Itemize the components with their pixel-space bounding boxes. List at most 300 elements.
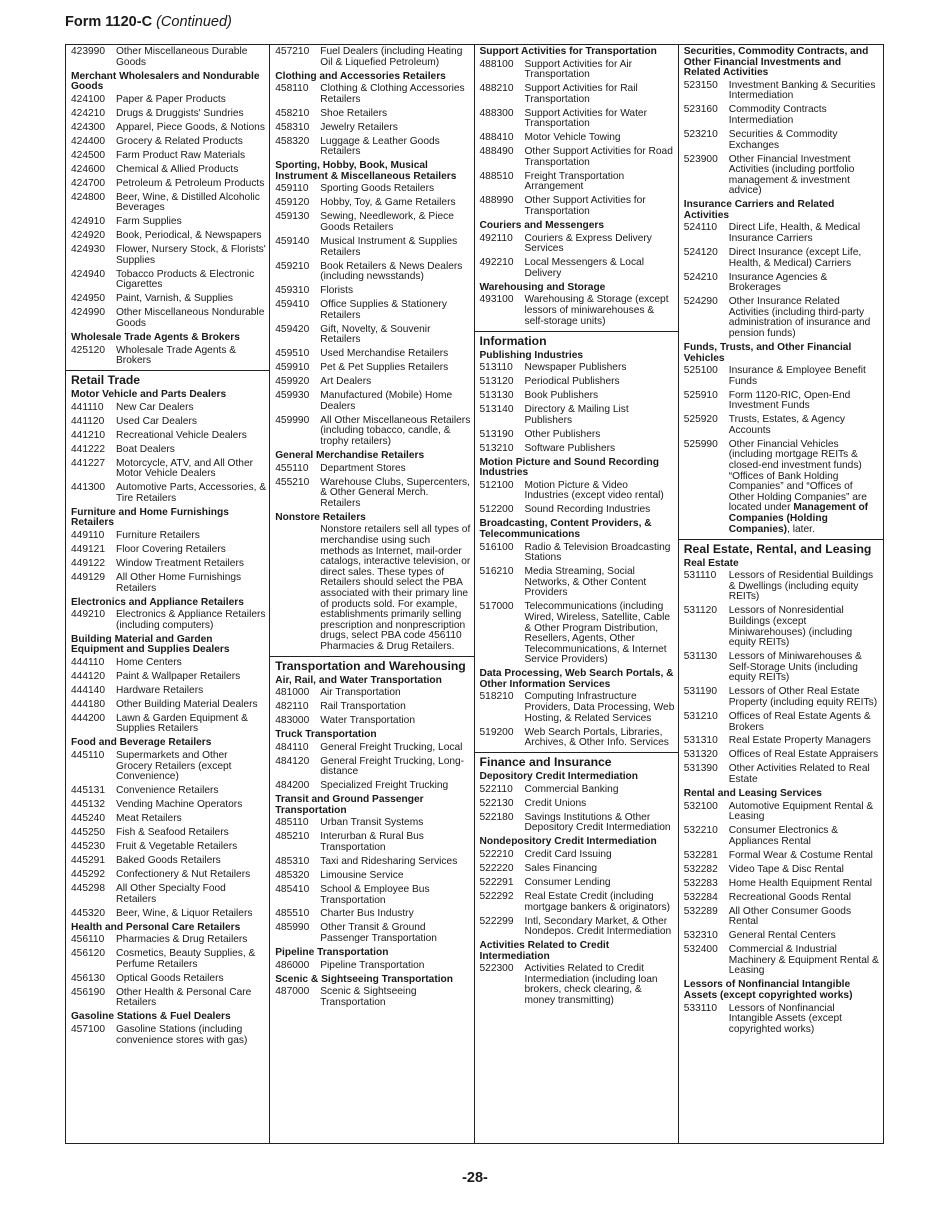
activity-description (525, 878, 675, 889)
code-row (480, 785, 675, 796)
code-row (480, 295, 675, 327)
code-row (480, 172, 675, 193)
description-text: School & Employee Bus Transportation (320, 883, 430, 906)
activity-description (320, 743, 470, 754)
pba-code: 516210 (479, 566, 514, 578)
pba-code: 455210 (275, 476, 310, 488)
activity-description (320, 961, 470, 972)
subsection-heading: Activities Related to Credit Intermediation (479, 940, 610, 962)
pba-code: 458310 (275, 121, 310, 133)
code-row (275, 688, 470, 699)
description-text: Recreational Goods Rental (728, 891, 852, 903)
code-row (480, 864, 675, 875)
code-row (684, 851, 880, 862)
pba-code: 524210 (683, 271, 718, 283)
pba-code: 424950 (71, 293, 105, 305)
activity-description (729, 248, 880, 269)
description-text: Automotive Parts, Accessories, & Tire Retailers (116, 482, 267, 504)
description-text: Savings Institutions & Other Depository Credit Intermediation (524, 811, 671, 834)
code-row (480, 892, 675, 913)
pba-code: 532100 (683, 800, 718, 812)
code-row (71, 559, 266, 570)
activity-description (525, 133, 675, 144)
pba-code: 449129 (71, 571, 105, 583)
activity-description (116, 1025, 266, 1046)
code-row (684, 826, 880, 847)
pba-code: 525920 (683, 414, 718, 426)
activity-description (320, 923, 470, 944)
code-row (275, 137, 470, 158)
pba-code-table (65, 44, 884, 1144)
activity-description (116, 909, 266, 920)
activity-description (116, 47, 266, 68)
activity-description (116, 658, 266, 669)
activity-description (525, 391, 675, 402)
description-text: Air Transportation (320, 687, 401, 699)
activity-description (320, 391, 470, 412)
description-text: Charter Bus Industry (320, 908, 414, 920)
description-text: Offices of Real Estate Appraisers (728, 749, 879, 761)
description-text: Sales Financing (524, 862, 597, 874)
description-text: Other Miscellaneous Durable Goods (116, 46, 248, 68)
description-text: Couriers & Express Delivery Services (524, 232, 652, 255)
code-row (275, 885, 470, 906)
code-row (480, 964, 675, 1006)
form-title: Form 1120-C (65, 14, 153, 30)
pba-code: 445291 (71, 855, 105, 867)
pba-code: 523160 (683, 104, 718, 116)
activity-description (116, 123, 266, 134)
code-row (71, 231, 266, 242)
pba-code: 441222 (71, 443, 105, 455)
code-row (480, 363, 675, 374)
description-text: Insurance & Employee Benefit Funds (728, 365, 866, 387)
activity-description (320, 349, 470, 360)
activity-description (116, 786, 266, 797)
activity-description (729, 945, 880, 977)
nonstore-note: Nonstore retailers sell all types of merchandise using such methods as Internet, mail-order catalogs, interactive television, or direct sales. These types of Retailers should select the PBA associated with their primary line of products sold. For example, establishments primarily selling prescription and nonprescription drugs, select PBA code 456110 Pharmacies & Drug Retailers. (320, 524, 471, 652)
activity-description (116, 842, 266, 853)
description-text: Home Centers (116, 656, 182, 668)
subsection-heading: Lessors of Nonfinancial Intangible Assets (except copyrighted works) (683, 979, 853, 1002)
activity-description (525, 864, 675, 875)
code-row (480, 481, 675, 502)
pba-code: 525100 (683, 365, 718, 377)
pba-code: 492210 (479, 257, 514, 269)
description-text: Electronics & Appliance Retailers (including computers) (116, 609, 266, 631)
pba-code: 484110 (275, 741, 309, 753)
pba-code: 485510 (275, 908, 310, 920)
activity-description (320, 84, 470, 105)
subsection-heading: Air, Rail, and Water Transportation (275, 674, 442, 686)
pba-code: 424500 (71, 149, 105, 161)
pba-code: 424940 (71, 268, 105, 280)
code-row (71, 308, 266, 329)
code-row (275, 923, 470, 944)
pba-code: 459410 (275, 299, 310, 311)
description-text: Scenic & Sightseeing Transportation (320, 986, 417, 1008)
activity-description (320, 109, 470, 120)
pba-code: 532282 (683, 863, 718, 875)
subsection-heading: Warehousing and Storage (479, 281, 606, 293)
description-text: Other Health & Personal Care Retailers (116, 986, 252, 1009)
activity-description (320, 832, 470, 853)
activity-description (729, 712, 880, 733)
code-row (71, 714, 266, 735)
code-row (684, 764, 880, 785)
description-text: Baked Goods Retailers (116, 855, 221, 867)
pba-code: 513140 (479, 404, 514, 416)
description-text: Direct Insurance (except Life, Health, & Medical) Carriers (728, 247, 862, 269)
description-text: New Car Dealers (116, 401, 194, 413)
code-row (480, 377, 675, 388)
code-row (71, 47, 266, 68)
description-text: Book Retailers & News Dealers (including newsstands) (320, 260, 463, 283)
description-text: Flower, Nursery Stock, & Florists' Supplies (116, 244, 266, 266)
description-text: Motor Vehicle Towing (524, 132, 621, 144)
pba-code: 522292 (479, 890, 514, 902)
pba-code: 445131 (71, 785, 105, 797)
code-row (275, 464, 470, 475)
description-text: Consumer Lending (524, 876, 611, 888)
subsection-heading: Nondepository Credit Intermediation (479, 836, 657, 848)
code-row (275, 391, 470, 412)
code-row (275, 237, 470, 258)
activity-description (116, 231, 266, 242)
pba-code: 532281 (683, 849, 718, 861)
code-row (275, 123, 470, 134)
pba-code: 457100 (71, 1023, 105, 1035)
activity-description (729, 155, 880, 197)
activity-description (525, 430, 675, 441)
activity-description (116, 974, 266, 985)
activity-description (320, 702, 470, 713)
pba-code: 441110 (71, 401, 104, 413)
column-2 (270, 45, 474, 1143)
description-text: Farm Supplies (116, 216, 182, 228)
subsection-heading: Furniture and Home Furnishings Retailers (71, 506, 229, 529)
code-row (275, 781, 470, 792)
activity-description (729, 273, 880, 294)
activity-description (525, 505, 675, 516)
code-row (71, 217, 266, 228)
activity-description (729, 440, 880, 535)
activity-description (525, 850, 675, 861)
description-text: Other Support Activities for Transportation (524, 195, 646, 218)
code-row (71, 165, 266, 176)
code-row (275, 832, 470, 853)
activity-description (116, 935, 266, 946)
description-text: Vending Machine Operators (116, 799, 243, 811)
pba-code: 456120 (71, 948, 105, 960)
code-row (480, 84, 675, 105)
description-text: Video Tape & Disc Rental (728, 863, 844, 875)
subsection-heading: Publishing Industries (479, 349, 584, 361)
description-text: Sporting Goods Retailers (320, 183, 435, 195)
activity-description (525, 692, 675, 724)
description-text: Meat Retailers (116, 813, 182, 825)
activity-description (116, 417, 266, 428)
code-row (684, 750, 880, 761)
description-text: All Other Specialty Food Retailers (116, 883, 226, 905)
pba-code: 449110 (71, 529, 105, 541)
subsection-heading: Securities, Commodity Contracts, and Other Financial Investments and Related Activities (683, 46, 869, 79)
activity-description (116, 245, 266, 266)
pba-code: 522210 (479, 848, 514, 860)
code-row (480, 850, 675, 861)
code-row (71, 151, 266, 162)
activity-description (320, 987, 470, 1008)
section-heading: Real Estate, Rental, and Leasing (679, 539, 883, 557)
subsection-heading: Clothing and Accessories Retailers (275, 70, 446, 82)
code-row (480, 728, 675, 749)
description-text: Interurban & Rural Bus Transportation (320, 831, 424, 853)
pba-code: 513130 (479, 390, 514, 402)
description-text: Other Building Material Dealers (116, 698, 258, 710)
code-row (275, 857, 470, 868)
pba-code: 449210 (71, 609, 105, 621)
pba-code: 445110 (71, 749, 105, 761)
pba-code: 488510 (479, 170, 514, 182)
subsection-heading: Sporting, Hobby, Book, Musical Instrument & Miscellaneous Retailers (275, 160, 457, 182)
description-text: Automotive Equipment Rental & Leasing (728, 800, 874, 823)
subsection-heading: Pipeline Transportation (275, 947, 389, 959)
pba-code: 488410 (479, 132, 514, 144)
activity-description (729, 391, 880, 412)
activity-description (729, 1004, 880, 1036)
description-text: Telecommunications (including Wired, Wireless, Satellite, Cable & Other Program Distribution, Resellers, Agents, Other Telecommunications, & Internet Service Providers) (524, 601, 671, 666)
description-text: Taxi and Ridesharing Services (320, 855, 458, 867)
description-text: Investment Banking & Securities Intermediation (728, 79, 876, 102)
pba-code: 444180 (71, 698, 105, 710)
description-text: Gift, Novelty, & Souvenir Retailers (320, 323, 431, 346)
activity-description (320, 871, 470, 882)
code-row (71, 179, 266, 190)
activity-description (320, 184, 470, 195)
description-text: Rail Transportation (320, 701, 406, 713)
pba-code: 522299 (479, 915, 514, 927)
description-text: Drugs & Druggists' Sundries (116, 107, 244, 119)
pba-code: 518210 (479, 691, 514, 703)
activity-description (320, 123, 470, 134)
code-row (480, 813, 675, 834)
pba-code: 484200 (275, 780, 310, 792)
activity-description (729, 606, 880, 648)
code-row (71, 573, 266, 594)
pba-code: 532400 (683, 944, 718, 956)
code-row (684, 945, 880, 977)
description-text: Other Financial Investment Activities (including portfolio management & investment advice) (728, 153, 855, 197)
activity-description (525, 405, 675, 426)
activity-description (320, 363, 470, 374)
code-row (480, 258, 675, 279)
code-row (480, 878, 675, 889)
code-row (684, 907, 880, 928)
subsection-heading: Depository Credit Intermediation (479, 771, 638, 783)
pba-code: 459310 (275, 285, 310, 297)
description-text: Water Transportation (320, 715, 415, 727)
pba-code: 517000 (479, 601, 514, 613)
section-heading: Retail Trade (66, 370, 269, 388)
pba-code: 523210 (683, 128, 718, 140)
description-text: Freight Transportation Arrangement (524, 170, 625, 193)
activity-description (116, 459, 266, 480)
activity-description (116, 165, 266, 176)
description-text: Support Activities for Air Transportation (524, 58, 633, 81)
description-text: Lessors of Miniwarehouses & Self-Storage Units (including equity REITs) (728, 651, 862, 684)
code-row (684, 391, 880, 412)
activity-description (525, 60, 675, 81)
description-text: Insurance Agencies & Brokerages (728, 271, 828, 294)
pba-code: 425120 (71, 344, 105, 356)
pba-code: 459210 (275, 260, 310, 272)
description-text: Tobacco Products & Electronic Cigarettes (116, 268, 255, 291)
description-text: Intl, Secondary Market, & Other Nondepos. Credit Intermediation (524, 915, 672, 938)
activity-description (729, 851, 880, 862)
code-row (684, 931, 880, 942)
description-text: Furniture Retailers (116, 529, 200, 541)
code-row (275, 743, 470, 754)
pba-code: 459130 (275, 211, 310, 223)
description-text: Book Publishers (524, 390, 599, 402)
description-text: Office Supplies & Stationery Retailers (320, 299, 447, 321)
description-text: Manufactured (Mobile) Home Dealers (320, 390, 453, 412)
activity-description (320, 478, 470, 510)
code-row (71, 672, 266, 683)
continued-label: (Continued) (156, 14, 232, 30)
code-row (71, 545, 266, 556)
pba-code: 444200 (71, 712, 105, 724)
pba-code: 531110 (683, 570, 717, 582)
subsection-heading: Gasoline Stations & Fuel Dealers (71, 1011, 231, 1023)
activity-description (729, 81, 880, 102)
pba-code: 444140 (71, 684, 105, 696)
pba-code: 531190 (683, 686, 717, 698)
activity-description (116, 445, 266, 456)
pba-code: 423990 (71, 46, 105, 57)
activity-description (116, 109, 266, 120)
code-row (71, 445, 266, 456)
description-text: Jewelry Retailers (320, 121, 398, 133)
code-row (71, 686, 266, 697)
code-row (480, 543, 675, 564)
pba-code: 522130 (479, 797, 514, 809)
pba-code: 459930 (275, 390, 310, 402)
description-text: Support Activities for Rail Transportation (524, 83, 638, 105)
code-row (71, 935, 266, 946)
activity-description (729, 652, 880, 684)
code-row (684, 415, 880, 436)
activity-description (729, 366, 880, 387)
code-row (684, 105, 880, 126)
activity-description (525, 728, 675, 749)
activity-description (525, 258, 675, 279)
activity-description (320, 262, 470, 283)
code-row (71, 700, 266, 711)
code-row (480, 567, 675, 599)
pba-code: 525910 (683, 389, 718, 401)
activity-description (320, 757, 470, 778)
description-text: Used Car Dealers (116, 415, 197, 427)
pba-code: 524110 (683, 222, 717, 234)
code-row (71, 346, 266, 367)
activity-description (116, 346, 266, 367)
description-text: Florists (320, 285, 354, 297)
description-text: Confectionery & Nut Retailers (116, 869, 251, 881)
code-row (275, 909, 470, 920)
description-text: Motion Picture & Video Industries (except video rental) (524, 479, 664, 502)
activity-description (320, 716, 470, 727)
code-row (684, 155, 880, 197)
description-text: Trusts, Estates, & Agency Accounts (728, 414, 846, 436)
code-row (71, 137, 266, 148)
code-row (480, 505, 675, 516)
activity-description (729, 571, 880, 603)
pba-code: 525990 (683, 438, 718, 450)
pba-code: 482110 (275, 701, 309, 713)
code-row (684, 712, 880, 733)
activity-description (116, 559, 266, 570)
activity-description (320, 325, 470, 346)
code-row (684, 865, 880, 876)
pba-code: 522110 (479, 783, 513, 795)
section-heading: Transportation and Warehousing (270, 656, 473, 674)
subsection-heading: Scenic & Sightseeing Transportation (275, 973, 453, 985)
pba-code: 532283 (683, 877, 718, 889)
code-row (71, 751, 266, 783)
code-row (684, 893, 880, 904)
pba-code: 522300 (479, 963, 514, 975)
pba-code: 513210 (479, 442, 514, 454)
activity-description (729, 893, 880, 904)
description-text: Fish & Seafood Retailers (116, 827, 229, 839)
activity-description (729, 764, 880, 785)
description-text: Paint & Wallpaper Retailers (116, 670, 241, 682)
pba-code: 424400 (71, 135, 105, 147)
activity-description (320, 286, 470, 297)
activity-description (729, 223, 880, 244)
code-row (275, 325, 470, 346)
description-text: Commodity Contracts Intermediation (728, 104, 827, 126)
activity-description (320, 416, 470, 448)
pba-code: 424210 (71, 107, 105, 119)
code-row (71, 483, 266, 504)
activity-description (525, 172, 675, 193)
description-text: General Freight Trucking, Local (320, 741, 463, 753)
pba-code: 444110 (71, 656, 105, 668)
subsection-heading: Couriers and Messengers (479, 220, 605, 232)
activity-description (320, 198, 470, 209)
code-row (71, 294, 266, 305)
code-row (480, 391, 675, 402)
description-text: Real Estate Credit (including mortgage bankers & originators) (524, 890, 671, 913)
code-row (275, 818, 470, 829)
code-row (71, 856, 266, 867)
activity-description (320, 688, 470, 699)
description-text: Media Streaming, Social Networks, & Other Content Providers (524, 566, 647, 599)
pba-code: 456190 (71, 986, 105, 998)
activity-description (320, 909, 470, 920)
activity-description (729, 105, 880, 126)
description-text: Optical Goods Retailers (116, 972, 224, 984)
code-row (480, 602, 675, 666)
activity-description (729, 931, 880, 942)
activity-description (116, 137, 266, 148)
pba-code: 459120 (275, 197, 310, 209)
code-row (480, 196, 675, 217)
description-text: Lessors of Nonresidential Buildings (except Miniwarehouses) (including equity REITs) (728, 605, 853, 649)
description-text: Supermarkets and Other Grocery Retailers (except Convenience) (116, 749, 232, 783)
